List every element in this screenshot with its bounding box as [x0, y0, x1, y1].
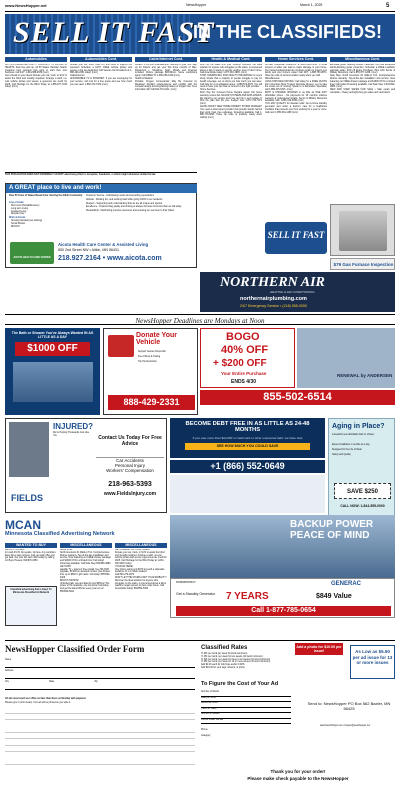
injured-cta: Contact Us Today For Free Advice [98, 435, 162, 447]
bogo-ad [200, 328, 295, 388]
injured-case: Car Accidents [116, 458, 144, 463]
generator-price: $849 Value [316, 593, 352, 600]
donate-phone: 888-429-2331 [108, 395, 195, 410]
generator-ad [170, 578, 395, 618]
aicota-work-list [11, 220, 81, 228]
order-note: All ads must reach our office no later than Noon on Monday with payment. [5, 698, 87, 700]
donate-title: Donate Your Vehicle [136, 332, 177, 346]
debt-title: BECOME DEBT FREE IN AS LITTLE AS 24-48 MONTHS [185, 421, 310, 433]
northern-air-line: 24/7 Emergency Service • (218) 555-0000 [240, 304, 307, 308]
generator-warranty: 7 YEARS [226, 591, 269, 602]
aging-item: Expert installation in as little as a day [332, 444, 370, 446]
injured-web: www.FieldsInjury.com [103, 491, 157, 497]
order-field-city-state-zip[interactable]: City State Zip [5, 681, 195, 690]
northern-air-ad [200, 272, 395, 312]
generator-brand: GENERAC [331, 581, 362, 587]
cost-row[interactable]: Rate per Word [201, 697, 291, 703]
phone-label: Phone [201, 729, 208, 731]
cat-misc-cont: Miscellaneous Cont. [330, 57, 395, 62]
aicota-list-head: Line of Acute: [9, 202, 25, 204]
mcan-col-head: MISCELLANEOUS [60, 543, 112, 548]
injured-sub: We're Helping Thousands Just Like You [53, 432, 89, 437]
aicota-logo [10, 242, 54, 264]
paper-name: NewsHopper [186, 3, 207, 7]
category-label: Category: [201, 735, 211, 737]
deadlines-text: NewsHopper Deadlines are Mondays at Noon [135, 316, 265, 325]
aicota-contact: Aicota Health Care Center & Assisted Living [58, 242, 149, 247]
donate-bullets [138, 351, 196, 363]
cost-row-total[interactable]: TOTAL COST OF AD [201, 719, 291, 725]
injured-ad [5, 418, 167, 513]
aicota-work-item: RN/LPN [11, 225, 20, 228]
bogo-pct: 40% OFF [221, 344, 269, 356]
rate-option[interactable]: ☐ 30¢ per word, per week for three to 12 weeks (10 word minimum) [201, 658, 271, 661]
injured-title: INJURED? [53, 422, 94, 431]
aging-ad [328, 418, 395, 518]
classifieds-logo [265, 222, 327, 254]
classifieds-logo-text: SELL IT FAST [267, 230, 325, 240]
column-2: Donate your car, truck, boat, RV and more to support our veterans! Schedule a FAST, FREE vehicle pickup and receive a top tax deduction! Call Veteran Car Donations at 1-888-429-2331 today! (mnc) Cable/Internet AFFORDABLE TV & INTERNET. If you are overpaying for your service, call now for a free quote and see how much you can save! 1-866-372-7934 (mnc) [70, 64, 132, 86]
aging-line: A beautiful new affordable bath or shower [332, 434, 375, 436]
aicota-title: A GREAT place to live and work! [6, 184, 197, 193]
bath-banner: The Bath or Shower You've Always Wanted IN AS LITTLE AS A DAY [11, 331, 94, 339]
aging-item: Safety and Quality [332, 453, 351, 456]
debt-sub: If you owe more than $10,000 in credit card or other unsecured debt, we have help [192, 436, 303, 440]
aicota-address: 850 2nd Street NW • Aitkin, MN 56431 [58, 248, 119, 252]
column-3: DIRECTV- All your entertainment. Nothing on your roof! Sign up for Directv and get your first three months of Max, Paramount +, Showtime, Starz, MGM+ and Cinemax included. Choice package $84.99/mo. Some restrictions apply. Call DIRECTV 1-866-296-1409 (mnc) Health & Medical Portable Oxygen Concentrator May Be Covered by Medicare! Reclaim independence and mobility with the compact design and long-lasting battery of Inogen One. Free information kit! Call 844-716-2411. (mnc) [135, 64, 197, 92]
aicota-logo-text: AICOTA HEALTH CARE CENTER [13, 256, 51, 259]
mcan-col-3 [115, 543, 167, 636]
cat-home-cont: Home Services Cont. [265, 57, 327, 62]
aicota-list [11, 205, 81, 216]
bogo-sub: Your Entire Purchase [221, 371, 267, 376]
banner-sub: IN THE CLASSIFIEDS! [193, 22, 383, 42]
mcan-col-text: WE BUY HOUSES for cash AS IS! No repairs. No fuss. Any condition. Easy three step process: Call, get cash offer and get paid. Get your fair cash offer today by calling Liz Buys Houses: 844/970-0683 [5, 549, 57, 563]
rate-option[interactable]: ☐ 35¢ per word, per issue for 13 or more issues (10 word minimum) [201, 661, 271, 664]
cost-row[interactable]: Total Per Week [201, 708, 291, 714]
aging-items [332, 444, 392, 456]
aicota-work-head: Work at Aicota: [9, 217, 26, 219]
aicota-item: Long term Living [11, 207, 28, 210]
thanks: Thank you for your order! [270, 769, 326, 774]
aicota-value: Excellence - Implementing quality and striving to always do better tomorrow than we did today [86, 206, 182, 209]
mcan-col-text: GET A BREAK ON YOUR TAXES! Donate your car, truck, or SUV to assist the blind and visually impaired. Arrange a swift, no-cost vehicle pickup and secure a generous tax credit for 2025. Call Heritage for the Blind Today at 1-844-300-5016 today! YOUR AD HERE! One phone call & only $279 to reach a statewide audience of 1.3 million readers! Call 800-279-2979 DON'T LET THE STAIRS LIMIT YOUR MOBILITY! Discover the ideal solution for anyone who struggles on the stairs, is concerned about a fall or wants to regain access to their entire home. Call AmeriGlide today! 866/852-5306 [115, 549, 167, 591]
northern-air-name: NORTHERN AIR [220, 275, 325, 290]
bath-photo [13, 362, 93, 402]
northern-air-url: northernairplumbing.com [240, 296, 307, 302]
cost-title: To Figure the Cost of Your Ad [201, 681, 279, 687]
aicota-item: Respite Care [11, 213, 25, 216]
cat-health-cont: Health & Medical Cont. [200, 57, 262, 62]
aicota-work-item: Nursing Assistant (we training) [11, 220, 43, 222]
bogo-plus: + $200 OFF [213, 358, 267, 369]
safe-ad-image [330, 204, 395, 256]
debt-photo [170, 475, 325, 513]
injured-case: Personal Injury [114, 463, 145, 468]
aicota-work-item: Social Worker [11, 222, 26, 225]
website: www.NewsHopper.net [5, 3, 47, 8]
aging-title: Aging in Place? [332, 423, 385, 430]
bogo-ends: ENDS 4/30 [231, 379, 257, 385]
low-price-badge: As Low as $5.50 per ad issue for 13 or more issues [350, 645, 395, 679]
order-title: NewsHopper Classified Order Form [5, 644, 145, 654]
deadlines-bar [5, 314, 395, 325]
order-ad-lines[interactable] [5, 707, 195, 769]
order-email: www.NewsHopper.net • hopper@newshopper.net [319, 725, 371, 727]
donate-bullet: Top Tax Deduction [138, 360, 157, 363]
debt-phone: +1 (866) 552-0649 [170, 460, 325, 473]
aicota-values [86, 195, 194, 213]
aicota-item: Short term Rehab/Recovery [11, 205, 40, 207]
cat-cable-cont: Cable/Internet Cont. [135, 57, 197, 62]
mcan-col-text: SAFE STEP North America's #1 Walk-in Tub. Comprehensive lifetime warranty. Top-of-the-line installation and service. Now featuring our FREE shower package and $1600 Off for a limited time! Call today! Financing available. Call Safe Step 833/966-3882 GET DISH satellite TV + internet! Free install, free HD-DVR upgrade, 80,000 on-demand movies, plus limited time up to $600 in gift cards. Call today! 855/562-4309 BOOST INFINITE! Unlimited talk, text and data for just $25/mo! The power of 5G networks, one low price! Call today and get the latest iPhone every year on us! 855/849-6621 [60, 549, 111, 593]
column-4: Don't let the stairs limit your mobility! Discover the ideal solution for anyone who struggles on the stairs, is concerned about a fall or wants to access another level of their home. Call AmeriGlide today! 1-877-916-3995. (mnc) STOP OVERPAYING FOR HEALTH INSURANCE! A recent study shows that a majority of people struggle to pay for health coverage. Let us show you how much you can save. Call Now for a no-obligation quote: 1-888-519-3376. You will need to have your zip code to connect to the right provider. Home Services Don't Pay For Covered Home Repairs Again! Our home warranty covers ALL MAJOR SYSTEMS AND APPLIANCES. We stand by our service and if we can't fix it, we'll replace it! Pick the plan that fits your budget! Call: 1-877-743-7971 (mnc) AGING ROOF? NEW HOME-OWNER? STORM DAMAGE? You need a local expert provider that proudly stands behind their work. Fast, free estimates. Financing available. Call 1-888-770-6826. Have zip code of property ready when calling! (mnc) [200, 64, 262, 120]
column-5: WATER DAMAGE CLEANUP & RESTORATION: A small amount of water can lead to major damage in your home. Our trusted professionals do complete repairs to protect your family and your home's value! Call 24/7: 1-888-750-3874. Have zip code of service location ready when you call! Miscellaneous LONG DISTANCE MOVING: Call today for a FREE QUOTE from America's Most Trusted Interstate Movers. Let us take the stress out of moving! Speak to a Relocation Specialist, call 1-855-315-5316. (mnc) BATH & SHOWER UPDATES in as little as ONE DAY! Affordable prices - No payments for 18 months! Lifetime warranty & professional installs. Senior & Military Discounts available. Call: 1-855-319-3395 (mnc) YOU MAY QUALIFY for disaster relief. Get a home standby generator and under a doctor's care for a healthcare condition that prevents you from working for a year or more. Call now! 1-855-504-1468 (mnc) [265, 64, 327, 114]
column-6: Eliminate gutter cleaning forever! LeafFilter, the most advanced debris-blocking gutter protection. Schedule a FREE LeafFilter estimate today. 20% off Entire Purchase. Plus 10% Senior & Military Discounts. Call 1-855-577-1268. (mnc) Safe Step. North America's #1 Walk-In Tub. Comprehensive lifetime warranty. Top-of-the-line installation and service. Now featuring our FREE shower package and $1600 Off for a limited time! Call today! Financing available. Call Safe Step 1-844-990-0883. (mnc) NEW AND USED SAFES FOR SALE • Safe repair and relocation • Heavy and light-duty gun safes and vault doors [330, 64, 395, 94]
mcan-columns [5, 543, 167, 636]
cost-row[interactable]: Number of Words [201, 691, 291, 697]
banner-main: SELL IT FAST [13, 16, 215, 49]
mcan-col-2 [60, 543, 112, 636]
injured-firm: FIELDS [11, 493, 44, 503]
mcan-col-head: MISCELLANEOUS [115, 543, 167, 548]
cost-row[interactable]: Number of Weeks [201, 713, 291, 719]
donate-vehicle-ad [103, 328, 198, 415]
header-rule [5, 11, 395, 12]
order-field-address[interactable]: Address [5, 670, 195, 679]
bath-save: $1000 OFF [15, 342, 90, 356]
column-1: GOT AN UNWANTED CAR??? DONATE IT TO PATRIOTIC HEARTS. Fast free pick up. All 50 States. Patriotic Hearts' programs help veterans find work or start their own business. Call 24/7: 1-844-588-6535 (mnc) Get a break on your taxes! Donate your car, truck, or SUV to assist the blind and visually impaired. Arrange a swift, no-cost vehicle pickup and secure a generous tax credit for 2025. Call Heritage for the Blind Today at 1-855-977-7030 today! (mnc) [5, 64, 67, 89]
aging-save: SAVE $250 [334, 483, 391, 499]
furnace-ad-text: $79 Gas Furnace Inspection [333, 262, 394, 267]
cat-automobiles-cont: Automobiles Cont. [70, 57, 132, 62]
backup-power-ad [170, 515, 395, 578]
bath-ad [5, 328, 100, 415]
generator-cta: Get a Standby Generator [176, 592, 216, 596]
generator-sub: POWERPROTECT [176, 582, 196, 584]
publication-notice: THIS PUBLICATION DOES NOT KNOWINGLY ACCEPT advertising which is deceptive, fraudulent, or which might otherwise violate the law. [5, 172, 197, 180]
aicota-value: Respect - Supporting and understanding that we are all unique and special [86, 202, 162, 205]
aicota-lead: Over 50 Years of Values Based Care. Serving the Aitkin Community: [9, 195, 83, 197]
safe-graphic [339, 211, 387, 251]
donate-bullet: Support Veteran Nonprofits [138, 351, 166, 353]
debt-ad [170, 418, 325, 458]
cost-table [201, 691, 291, 724]
renewal-photo [297, 328, 395, 388]
order-form [5, 640, 395, 788]
injured-phone: 218-963-5393 [108, 481, 152, 488]
page-date: March 1, 2025 [300, 3, 323, 7]
send-to: Send to: NewsHopper PO Box 562 Baxter, MN 56425 [307, 701, 391, 711]
aicota-value: Stewardship - Maximizing precious resources and ensuring we use them to their fullest [86, 210, 175, 213]
classified-banner [5, 14, 395, 54]
mail-note: Please make check payable to the NewsHopper [247, 776, 349, 781]
mcan-easy-box: Classified advertising that is Easy! To Minnesota Classified Ad Network [5, 586, 57, 626]
rate-note: Add $10.00 for your logo, artwork, or photo [201, 666, 245, 669]
injured-case: Workers' Compensation [106, 468, 154, 473]
lawyer-photo [9, 422, 49, 477]
order-field-name[interactable]: Name [5, 659, 195, 668]
photo-badge: Add a photo for $10.00 per issue! [296, 645, 342, 653]
mcan-header [5, 518, 167, 540]
aicota-value: Attitude - Working fun, and working hard while giving 100% to our residents [86, 198, 163, 201]
cat-automobiles: Automobiles [5, 57, 67, 62]
mcan-col-head: WANTED TO BUY [5, 543, 57, 548]
rates-title: Classified Rates [201, 645, 248, 651]
northern-air-sub: HEATING & AIR CONDITIONING [270, 290, 315, 294]
aicota-ad [5, 183, 197, 268]
renewal-brand: RENEWAL by ANDERSEN [337, 373, 393, 378]
bogo-phone: 855-502-6514 [200, 390, 395, 405]
order-note2: Please type or print clearly. Your ad will be printed as you write it. [5, 702, 71, 704]
aging-item: Designed for the Life of Wear [332, 448, 362, 451]
rate-option[interactable]: ☐ 20¢ per word per week (5 words minimum) [201, 653, 248, 655]
injured-cases [96, 457, 164, 473]
aicota-value: Customer Service - Anticipating needs and exceeding expectations [86, 195, 155, 197]
order-fields [5, 659, 195, 690]
donate-car-graphic [108, 335, 134, 357]
cost-row[interactable]: Additional Costs [201, 702, 291, 708]
backup-title: BACKUP POWER PEACE OF MIND [290, 519, 374, 541]
furnace-ad [330, 258, 395, 270]
aging-phone: CALL NOW: 1-844-555-0000 [340, 504, 385, 508]
aicota-item: Assisted Living [11, 210, 27, 213]
donate-bullet: Free Pickup & Towing [138, 355, 161, 358]
generator-phone: Call 1-877-785-0654 [176, 606, 391, 616]
mcan-title: Minnesota Classified Advertising Network [5, 531, 115, 537]
rate-option[interactable]: ☐ 25¢ per word, per week for two weeks (10 word minimum) [201, 655, 263, 658]
mcan-org: MCAN [5, 518, 41, 532]
page-number: 5 [386, 3, 390, 9]
bogo-top: BOGO [226, 331, 260, 343]
mcan-col-1 [5, 543, 57, 636]
debt-cta[interactable]: SEE HOW MUCH YOU COULD SAVE [185, 443, 310, 450]
rates-list [201, 653, 331, 670]
aicota-phone: 218.927.2164 • www.aicota.com [58, 255, 162, 262]
rate-note: Add $1.00 each for bold type and/or CAPS [201, 664, 245, 667]
